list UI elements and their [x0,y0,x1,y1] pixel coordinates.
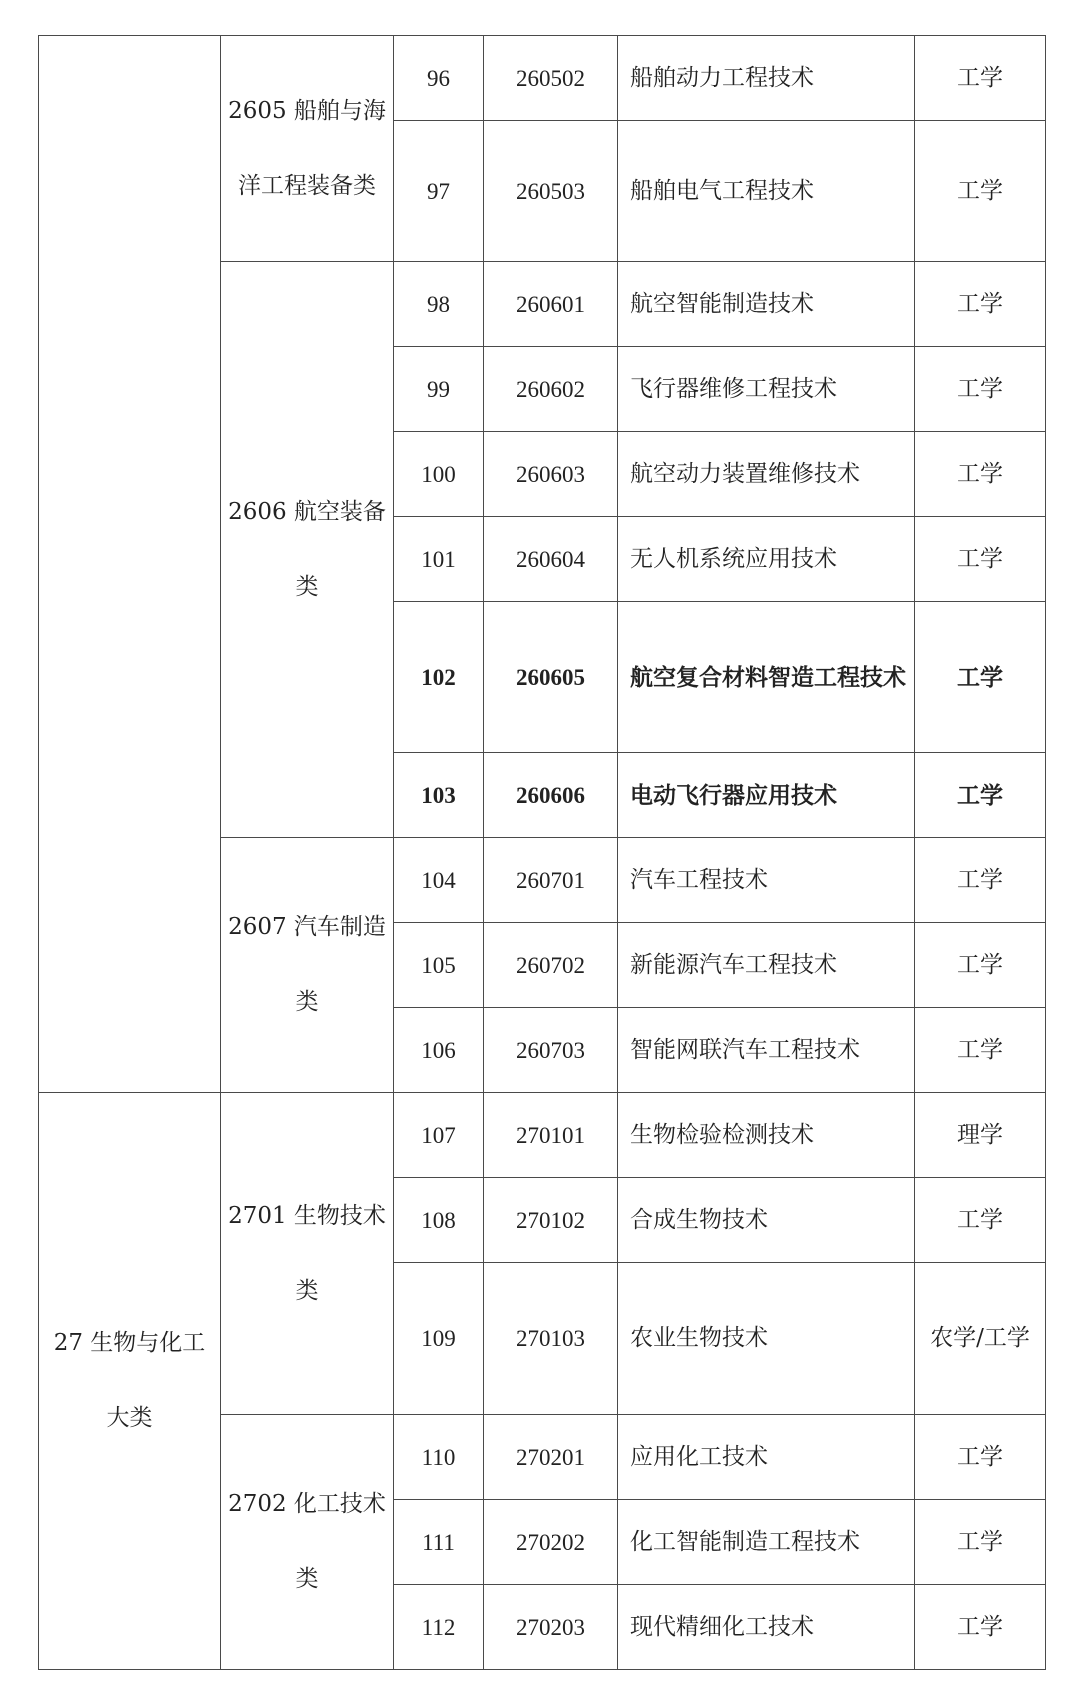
degree-type: 工学 [915,838,1046,923]
major-name: 化工智能制造工程技术 [618,1500,915,1585]
major-catalog-table [38,35,1046,1670]
sub-category-cell: 2607 汽车制造类 [221,838,394,1093]
degree-type: 工学 [915,1500,1046,1585]
major-name: 智能网联汽车工程技术 [618,1008,915,1093]
degree-type: 工学 [915,923,1046,1008]
degree-type: 工学 [915,262,1046,347]
major-code: 260702 [484,923,618,1008]
row-number: 97 [394,121,484,262]
major-code: 270203 [484,1585,618,1670]
major-name: 无人机系统应用技术 [618,517,915,602]
row-number: 109 [394,1263,484,1415]
major-name: 现代精细化工技术 [618,1585,915,1670]
row-number: 107 [394,1093,484,1178]
degree-type: 工学 [915,753,1046,838]
major-code: 270103 [484,1263,618,1415]
major-name: 合成生物技术 [618,1178,915,1263]
row-number: 108 [394,1178,484,1263]
major-name: 电动飞行器应用技术 [618,753,915,838]
row-number: 99 [394,347,484,432]
major-code: 260502 [484,36,618,121]
major-code: 270202 [484,1500,618,1585]
row-number: 96 [394,36,484,121]
major-code: 270201 [484,1415,618,1500]
degree-type: 工学 [915,1008,1046,1093]
major-code: 260601 [484,262,618,347]
row-number: 98 [394,262,484,347]
table-row [39,1093,1046,1178]
major-code: 260603 [484,432,618,517]
major-code: 270102 [484,1178,618,1263]
row-number: 111 [394,1500,484,1585]
row-number: 101 [394,517,484,602]
major-name: 汽车工程技术 [618,838,915,923]
sub-category-cell: 2702 化工技术类 [221,1415,394,1670]
major-name: 航空复合材料智造工程技术 [618,602,915,753]
degree-type: 理学 [915,1093,1046,1178]
major-code: 260604 [484,517,618,602]
row-number: 103 [394,753,484,838]
major-name: 航空智能制造技术 [618,262,915,347]
major-code: 260606 [484,753,618,838]
row-number: 102 [394,602,484,753]
row-number: 100 [394,432,484,517]
sub-category-cell: 2606 航空装备类 [221,262,394,838]
degree-type: 工学 [915,517,1046,602]
row-number: 104 [394,838,484,923]
degree-type: 工学 [915,347,1046,432]
degree-type: 工学 [915,36,1046,121]
major-name: 飞行器维修工程技术 [618,347,915,432]
major-name: 农业生物技术 [618,1263,915,1415]
major-code: 260503 [484,121,618,262]
table-row [39,36,1046,121]
major-name: 应用化工技术 [618,1415,915,1500]
big-category-cell: 27 生物与化工大类 [39,1093,221,1670]
row-number: 112 [394,1585,484,1670]
row-number: 106 [394,1008,484,1093]
major-name: 船舶动力工程技术 [618,36,915,121]
big-category-cell [39,36,221,1093]
major-name: 船舶电气工程技术 [618,121,915,262]
row-number: 105 [394,923,484,1008]
degree-type: 农学/工学 [915,1263,1046,1415]
major-code: 260602 [484,347,618,432]
major-name: 生物检验检测技术 [618,1093,915,1178]
degree-type: 工学 [915,602,1046,753]
degree-type: 工学 [915,1585,1046,1670]
major-code: 260605 [484,602,618,753]
sub-category-cell: 2605 船舶与海洋工程装备类 [221,36,394,262]
sub-category-cell: 2701 生物技术类 [221,1093,394,1415]
degree-type: 工学 [915,121,1046,262]
major-code: 260703 [484,1008,618,1093]
major-code: 260701 [484,838,618,923]
major-code: 270101 [484,1093,618,1178]
degree-type: 工学 [915,1178,1046,1263]
major-name: 新能源汽车工程技术 [618,923,915,1008]
row-number: 110 [394,1415,484,1500]
major-name: 航空动力装置维修技术 [618,432,915,517]
degree-type: 工学 [915,1415,1046,1500]
degree-type: 工学 [915,432,1046,517]
